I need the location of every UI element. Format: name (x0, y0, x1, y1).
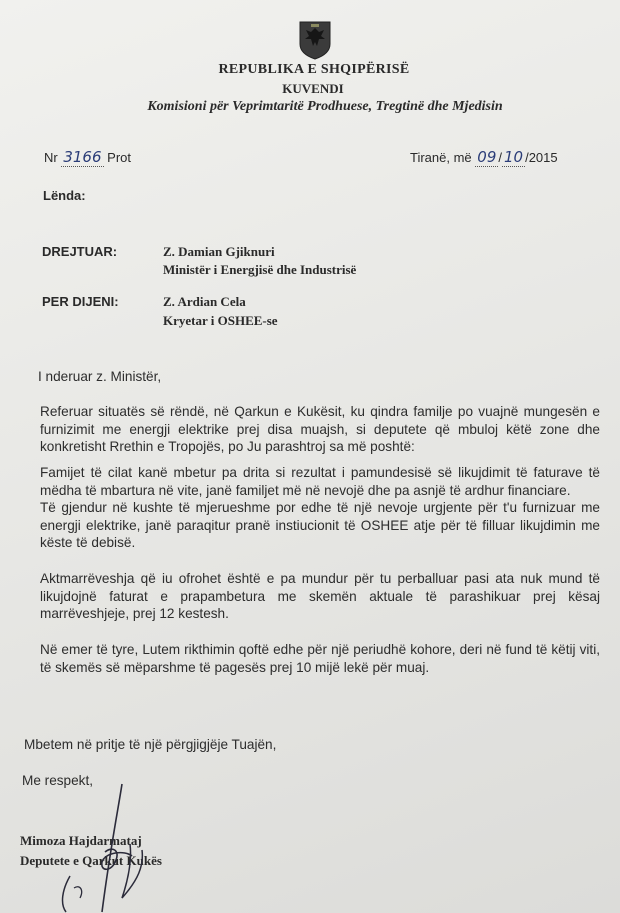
paragraph-conditions: Të gjendur në kushte të mjerueshme por edhe të një nevoje urgjente për t'u furnizuar me energji elektrike, janë paraqitur pranë instiucionit të OSHEE atje për të filluar likujdimin me këste të debisë. (40, 500, 600, 550)
cc-name: Z. Ardian Cela (163, 294, 246, 309)
assembly-heading: KUVENDI (282, 81, 344, 96)
letter-date (410, 148, 558, 166)
protocol-suffix: Prot (107, 150, 131, 165)
cc-label: PER DIJENI: (42, 294, 119, 309)
date-month: 10 (504, 148, 524, 166)
signatory-title: Deputete e Qarkut Kukës (20, 853, 162, 868)
date-prefix: Tiranë, më (410, 150, 472, 165)
protocol-prefix: Nr (44, 150, 58, 165)
closing-await: Mbetem në pritje të një përgjigjëje Tuajën, (24, 737, 277, 752)
closing-respect: Me respekt, (22, 773, 94, 788)
paragraph-request: Në emer të tyre, Lutem rikthimin qoftë edhe për një periudhë kohore, deri në fund të këtij viti, të skemës së mëparshme të pagesës prej 10 mijë lekë për muaj. (40, 642, 600, 675)
republic-heading: REPUBLIKA E SHQIPËRISË (218, 62, 410, 77)
salutation: I nderuar z. Ministër, (38, 369, 162, 384)
recipient-name: Z. Damian Gjiknuri (163, 244, 275, 259)
albanian-coat-of-arms-icon (298, 20, 332, 60)
paragraph-situation: Referuar situatës së rëndë, në Qarkun e Kukësit, ku qindra familje po vuajnë mungesën e furnizimit me energji elektrike prej disa muajsh, si deputete që mbuloj këtë zone dhe konkretisht Rrethin e Tropojës, po Ju parashtroj sa më poshtë: (40, 404, 600, 454)
cc-title: Kryetar i OSHEE-se (163, 313, 278, 328)
paragraph-agreement: Aktmarrëveshja që iu ofrohet është e pa mundur për tu perballuar pasi ata nuk mund të likujdojnë faturat e prapambetura me skemën aktuale të parashikuar prej kësaj marrëveshjeje, prej 12 kestesh. (40, 571, 600, 621)
paragraph-families: Famijet të cilat kanë mbetur pa drita si rezultat i pamundesisë së likujdimit të faturave të mëdha të mbartura në vite, janë familjet më në nevojë dhe pa asnjë të ardhur financiare. (40, 465, 600, 498)
signatory-name: Mimoza Hajdarmataj (20, 833, 142, 848)
protocol-reference (44, 148, 131, 166)
subject-label: Lënda: (43, 188, 86, 203)
date-year: /2015 (525, 150, 558, 165)
date-day: 09 (477, 148, 497, 166)
recipient-title: Ministër i Energjisë dhe Industrisë (163, 262, 357, 277)
recipient-label: DREJTUAR: (42, 244, 118, 259)
committee-heading: Komisioni për Veprimtaritë Prodhuese, Tregtinë dhe Mjedisin (147, 99, 503, 114)
date-separator: / (498, 150, 502, 165)
protocol-number: 3166 (63, 148, 102, 166)
